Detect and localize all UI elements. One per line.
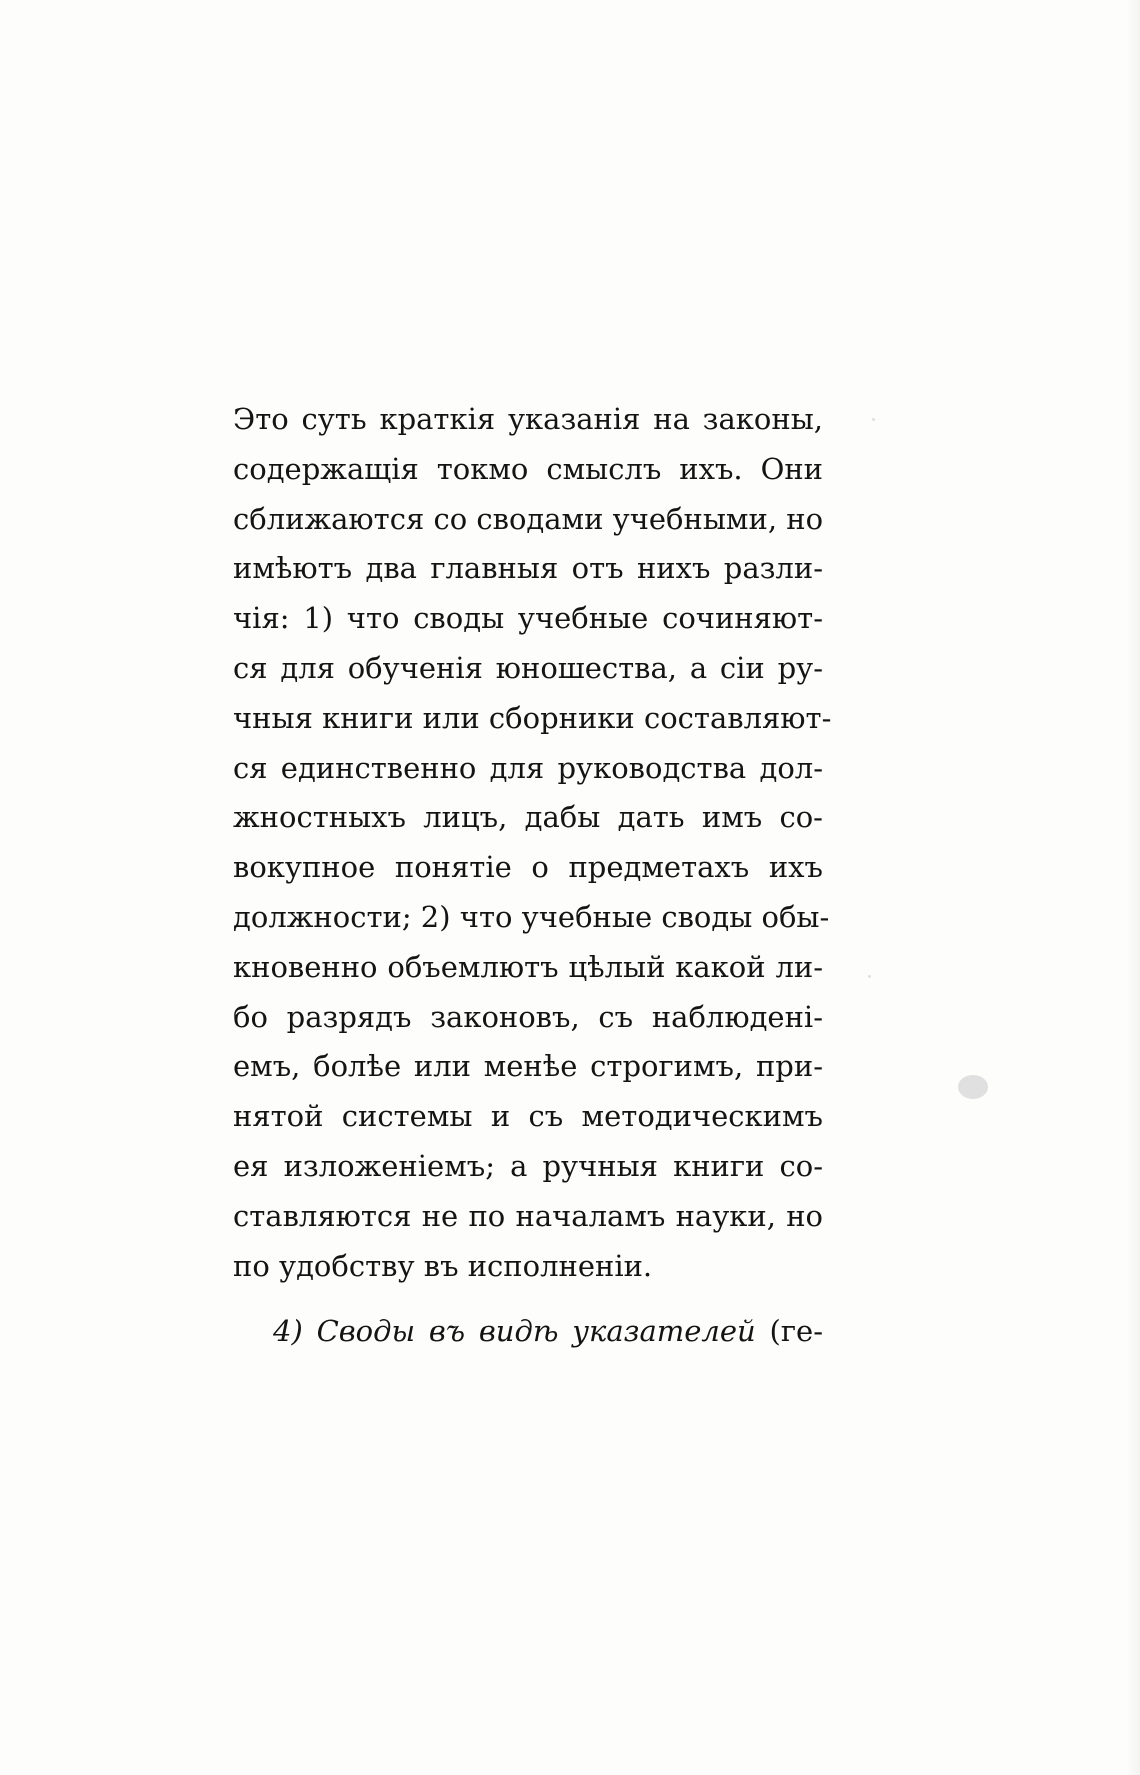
section-heading-italic: 4) Своды въ видѣ указателей: [273, 1314, 756, 1349]
text-line: чія: 1) что своды учебные сочиняют-: [233, 601, 823, 636]
paper-speck: [868, 975, 871, 978]
text-line: кновенно объемлютъ цѣлый какой ли-: [233, 949, 823, 984]
text-line: бо разрядъ законовъ, съ наблюдені-: [233, 999, 823, 1034]
text-line: сближаются со сводами учебными, но: [233, 501, 824, 536]
section-heading-line: [233, 1307, 823, 1357]
paper-speck: [872, 418, 875, 421]
text-line: ся для обученія юношества, а сіи ру-: [233, 650, 823, 685]
page-edge-shadow: [1126, 0, 1140, 1775]
text-line: вокупное понятіе о предметахъ ихъ: [233, 850, 823, 885]
text-line: жностныхъ лицъ, дабы дать имъ со-: [233, 800, 823, 835]
text-line: содержащія токмо смыслъ ихъ. Они: [233, 451, 823, 486]
text-line: Это суть краткія указанія на законы,: [233, 402, 823, 436]
text-line: должности; 2) что учебные своды обы-: [233, 899, 830, 934]
text-line: нятой системы и съ методическимъ: [233, 1099, 823, 1134]
text-line: чныя книги или сборники составляют-: [233, 700, 832, 735]
paper-stain: [958, 1075, 988, 1099]
text-line: емъ, болѣе или менѣе строгимъ, при-: [233, 1049, 823, 1084]
text-line: ея изложеніемъ; а ручныя книги со-: [233, 1148, 823, 1183]
text-line: ся единственно для руководства дол-: [233, 750, 823, 785]
section-heading-continuation: (ге-: [769, 1314, 824, 1349]
text-line: ставляются не по началамъ науки, но: [233, 1198, 823, 1233]
paragraph: [233, 395, 832, 1357]
text-line: имѣютъ два главныя отъ нихъ разли-: [233, 551, 823, 586]
text-line: по удобству въ исполненіи.: [233, 1248, 653, 1283]
